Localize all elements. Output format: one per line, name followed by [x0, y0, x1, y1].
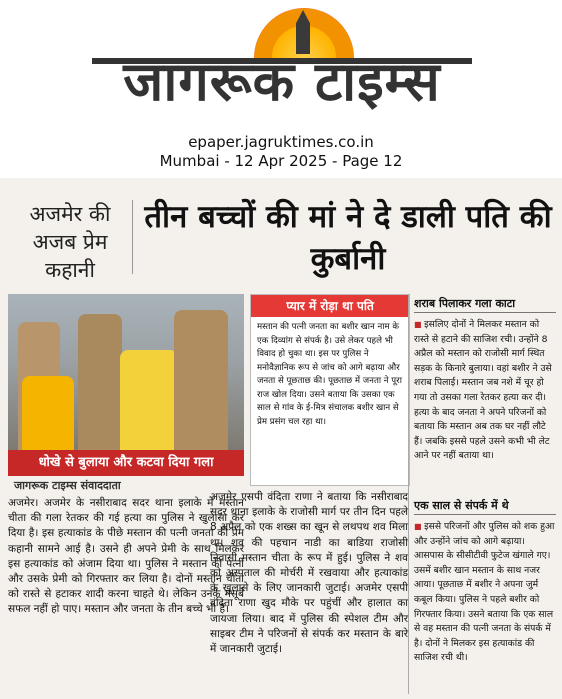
side-paragraph-1: ■ इसलिए दोनों ने मिलकर मस्तान को रास्ते से हटाने की साजिश रची। उन्होंने 8 अप्रैल को मस्तान को राजोसी मार्ग स्थित सड़क के किनारे बुलाया। वहां बशीर ने उसे शराब पिलाई। मस्तान जब नशे में चूर हो गया तो उसका गला रेतकर हत्या कर दी। हत्या के बाद जनता ने अपने परिजनों को बताया कि मस्तान अब तक घर नहीं लौटे हैं। जबकि इससे पहले उसने कभी भी लेट आने पर नहीं बताया था। — [414, 319, 552, 462]
photo-caption: धोखे से बुलाया और कटवा दिया गला — [8, 450, 244, 476]
photo-person — [120, 350, 178, 450]
box-title: प्यार में रोड़ा था पति — [251, 295, 409, 317]
headline: तीन बच्चों की मां ने दे डाली पति की कुर्बानी — [144, 199, 552, 277]
newspaper-logo: जागरूक टाइम्स — [123, 50, 441, 113]
byline: जागरूक टाइम्स संवाददाता — [14, 479, 121, 492]
kicker — [8, 200, 133, 282]
kicker-line-1: अजमेर की — [29, 202, 111, 226]
epaper-url: epaper.jagruktimes.co.in — [188, 133, 374, 151]
newspaper-page — [0, 178, 562, 699]
kicker-line-2: अजब प्रेम — [32, 230, 108, 254]
bullet-icon: ■ — [414, 522, 425, 531]
bullet-icon: ■ — [414, 320, 425, 329]
side-paragraph-2: ■ इससे परिजनों और पुलिस को शक हुआ और उन्होंने जांच को आगे बढ़ाया। आसपास के सीसीटीवी फुटेज खंगाले गए। उसमें बशीर खान मस्तान के साथ नजर आया। पूछताछ में बशीर ने अपना जुर्म कबूल किया। पुलिस ने पहले बशीर को गिरफ्तार किया। उसने बताया कि एक साल से वह मस्तान की पत्नी जनता के संपर्क में है। दोनों ने मिलकर इस हत्याकांड की साजिश रची थी। — [414, 521, 555, 664]
sidebar-box — [250, 294, 410, 486]
photo-person — [78, 314, 122, 450]
column-divider — [408, 294, 409, 694]
subhead-1: शराब पिलाकर गला काटा — [414, 296, 556, 313]
article-photo — [8, 294, 244, 450]
article-column-2: अजमेर एसपी वंदिता राणा ने बताया कि नसीराबाद सदर थाना इलाके के राजोसी मार्ग पर तीन दिन पहले 8 अप्रैल को एक शख्स का खून से लथपथ शव मिला था। शव की पहचान नाडी का बाडिया राजोसी निवासी मस्तान चीता के रूप में हुई। पुलिस ने शव को अस्पताल की मोर्चरी में रखवाया और हत्याकांड के खुलासे के लिए जानकारी जुटाई। अजमेर एसपी वंदिता राणा खुद मौके पर पहुंचीं और हालात का जायजा लिया। बाद में पुलिस की स्पेशल टीम और साइबर टीम ने परिजनों से संपर्क कर मस्तान के बारे में जानकारी जुटाई। — [210, 491, 408, 656]
epaper-info — [0, 133, 562, 171]
box-text: मस्तान की पत्नी जनता का बशीर खान नाम के एक दिव्यांग से संपर्क है। उसे लेकर पहले भी विवाद हो चुका था। इस पर पुलिस ने मनोवैज्ञानिक रूप से जांच को आगे बढ़ाया और जनता से पूछताछ की। पूछताछ में जनता ने पूरा राज खोल दिया। उसने बताया कि उसका एक साल से गांव के ई-मित्र संचालक बशीर खान से प्रेम प्रसंग चल रहा था। — [257, 322, 402, 427]
kicker-line-3: कहानी — [45, 258, 95, 282]
edition-line: Mumbai - 12 Apr 2025 - Page 12 — [159, 152, 403, 170]
article-column-1: अजमेर। अजमेर के नसीराबाद सदर थाना इलाके में मस्तान चीता की गला रेतकर की गई हत्या का पुलिस ने खुलासा कर दिया है। इस हत्याकांड के पीछे मस्तान की पत्नी जनता की प्रेम कहानी सामने आई है। उसने ही अपने प्रेमी के साथ मिलकर इस हत्याकांड को अंजाम दिया था। पुलिस ने मस्तान की पत्नी और उसके प्रेमी को गिरफ्तार कर लिया है। दोनों मस्तान चीता को रास्ते से हटाकर शादी करना चाहते थे। लेकिन उनके मंसूबे सफल नहीं हो पाए। मस्तान और जनता के तीन बच्चे भी हैं। — [8, 497, 244, 616]
masthead — [0, 0, 562, 178]
photo-person — [174, 310, 228, 450]
photo-person — [22, 376, 74, 450]
subhead-2: एक साल से संपर्क में थे — [414, 498, 556, 515]
